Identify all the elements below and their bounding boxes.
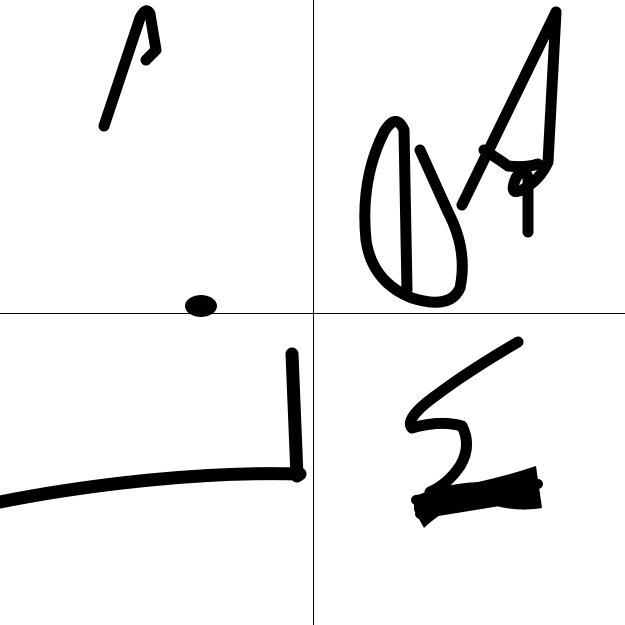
cell-top-right-stroke — [365, 12, 556, 302]
cell-bottom-left-stroke — [0, 354, 300, 502]
cell-top-left-stroke — [104, 11, 217, 317]
ink-dot — [185, 295, 217, 317]
cell-bottom-right-stroke — [410, 342, 542, 528]
